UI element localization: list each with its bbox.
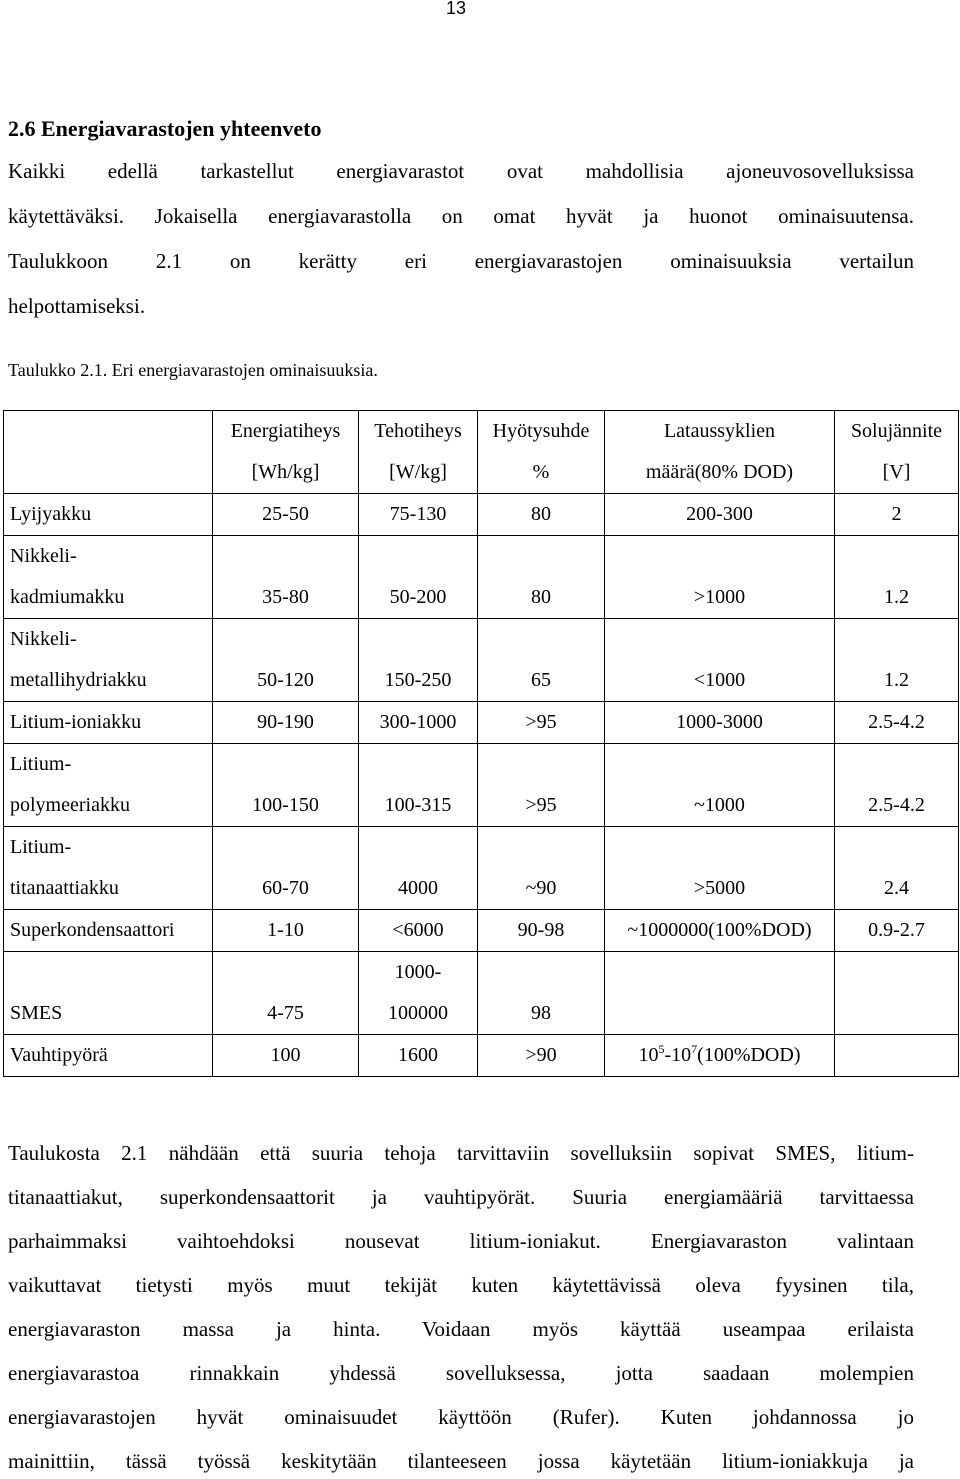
cell-efficiency: >95 xyxy=(478,702,605,744)
conclusion-line: vaikuttavat tietysti myös muut tekijät kuten käytettävissä oleva fyysinen tila, xyxy=(8,1273,914,1297)
cell-cycles xyxy=(605,952,835,1035)
row-name: Nikkeli- metallihydriakku xyxy=(4,619,213,702)
intro-line: Taulukkoon 2.1 on kerätty eri energiavarastojen ominaisuuksia vertailun xyxy=(8,249,914,273)
cell-power: 1000- 100000 xyxy=(359,952,478,1035)
cell-cycles: 200-300 xyxy=(605,494,835,536)
cell-voltage: 0.9-2.7 xyxy=(835,910,959,952)
cell-efficiency: 98 xyxy=(478,952,605,1035)
row-name: Lyijyakku xyxy=(4,494,213,536)
conclusion-line: mainittiin, tässä työssä keskitytään tilanteeseen jossa käytetään litium-ioniakkuja ja xyxy=(8,1449,914,1473)
cell-efficiency: >90 xyxy=(478,1035,605,1077)
cell-voltage: 2 xyxy=(835,494,959,536)
cell-efficiency: ~90 xyxy=(478,827,605,910)
conclusion-line: energiavarastojen hyvät ominaisuudet käyttöön (Rufer). Kuten johdannossa jo xyxy=(8,1405,914,1429)
intro-line: helpottamiseksi. xyxy=(8,294,146,318)
header-cell: Hyötysuhde % xyxy=(478,411,605,494)
section-heading: 2.6 Energiavarastojen yhteenveto xyxy=(8,116,322,141)
cell-voltage: 2.4 xyxy=(835,827,959,910)
header-cell xyxy=(4,411,213,494)
table-row xyxy=(4,827,959,910)
table-row xyxy=(4,494,959,536)
cell-voltage: 2.5-4.2 xyxy=(835,702,959,744)
cell-energy: 60-70 xyxy=(213,827,359,910)
energy-storage-table xyxy=(3,410,959,1077)
page-number: 13 xyxy=(446,0,467,18)
cell-energy: 100 xyxy=(213,1035,359,1077)
cell-cycles: >5000 xyxy=(605,827,835,910)
table-row xyxy=(4,619,959,702)
conclusion-line: energiavarastoa rinnakkain yhdessä sovelluksessa, jotta saadaan molempien xyxy=(8,1361,914,1385)
cell-efficiency: 80 xyxy=(478,536,605,619)
intro-line: käytettäväksi. Jokaisella energiavarastolla on omat hyvät ja huonot ominaisuutensa. xyxy=(8,204,914,228)
header-cell: Energiatiheys [Wh/kg] xyxy=(213,411,359,494)
cell-cycles: $10^5-10^7(100\%DOD)$ xyxy=(605,1035,835,1077)
cell-cycles: 1000-3000 xyxy=(605,702,835,744)
row-name: Nikkeli- kadmiumakku xyxy=(4,536,213,619)
cell-power: 4000 xyxy=(359,827,478,910)
cell-efficiency: 80 xyxy=(478,494,605,536)
cell-voltage: 2.5-4.2 xyxy=(835,744,959,827)
row-name: Vauhtipyörä xyxy=(4,1035,213,1077)
cell-power: 50-200 xyxy=(359,536,478,619)
header-cell: Solujännite [V] xyxy=(835,411,959,494)
table-row xyxy=(4,744,959,827)
cell-power: 300-1000 xyxy=(359,702,478,744)
table-row xyxy=(4,1035,959,1077)
header-cell: Tehotiheys [W/kg] xyxy=(359,411,478,494)
conclusion-line: parhaimmaksi vaihtoehdoksi nousevat litium-ioniakut. Energiavaraston valintaan xyxy=(8,1229,914,1253)
cell-cycles: ~1000 xyxy=(605,744,835,827)
cell-efficiency: 65 xyxy=(478,619,605,702)
cell-energy: 50-120 xyxy=(213,619,359,702)
row-name: Litium- titanaattiakku xyxy=(4,827,213,910)
table-row xyxy=(4,952,959,1035)
cell-efficiency: 90-98 xyxy=(478,910,605,952)
cell-cycles: <1000 xyxy=(605,619,835,702)
conclusion-line: Taulukosta 2.1 nähdään että suuria tehoja tarvittaviin sovelluksiin sopivat SMES, litium- xyxy=(8,1141,914,1165)
table-header-row xyxy=(4,411,959,494)
cell-voltage: 1.2 xyxy=(835,619,959,702)
cell-power: 1600 xyxy=(359,1035,478,1077)
cell-energy: 25-50 xyxy=(213,494,359,536)
cell-power: 150-250 xyxy=(359,619,478,702)
cell-energy: 100-150 xyxy=(213,744,359,827)
cell-power: 75-130 xyxy=(359,494,478,536)
row-name: Litium- polymeeriakku xyxy=(4,744,213,827)
cell-voltage xyxy=(835,952,959,1035)
cell-cycles: ~1000000(100%DOD) xyxy=(605,910,835,952)
conclusion-line: titanaattiakut, superkondensaattorit ja vauhtipyörät. Suuria energiamääriä tarvittaessa xyxy=(8,1185,914,1209)
cell-energy: 4-75 xyxy=(213,952,359,1035)
cell-voltage: 1.2 xyxy=(835,536,959,619)
row-name: SMES xyxy=(4,952,213,1035)
cell-efficiency: >95 xyxy=(478,744,605,827)
conclusion-line: energiavaraston massa ja hinta. Voidaan myös käyttää useampaa erilaista xyxy=(8,1317,914,1341)
cell-power: <6000 xyxy=(359,910,478,952)
intro-line: Kaikki edellä tarkastellut energiavarastot ovat mahdollisia ajoneuvosovelluksissa xyxy=(8,159,914,183)
cell-cycles: >1000 xyxy=(605,536,835,619)
header-cell: Lataussyklien määrä(80% DOD) xyxy=(605,411,835,494)
cell-energy: 90-190 xyxy=(213,702,359,744)
table-row xyxy=(4,536,959,619)
table-row xyxy=(4,702,959,744)
cell-energy: 1-10 xyxy=(213,910,359,952)
table-caption: Taulukko 2.1. Eri energiavarastojen ominaisuuksia. xyxy=(8,360,378,380)
row-name: Superkondensaattori xyxy=(4,910,213,952)
cell-energy: 35-80 xyxy=(213,536,359,619)
cell-power: 100-315 xyxy=(359,744,478,827)
row-name: Litium-ioniakku xyxy=(4,702,213,744)
table-row xyxy=(4,910,959,952)
cell-voltage xyxy=(835,1035,959,1077)
